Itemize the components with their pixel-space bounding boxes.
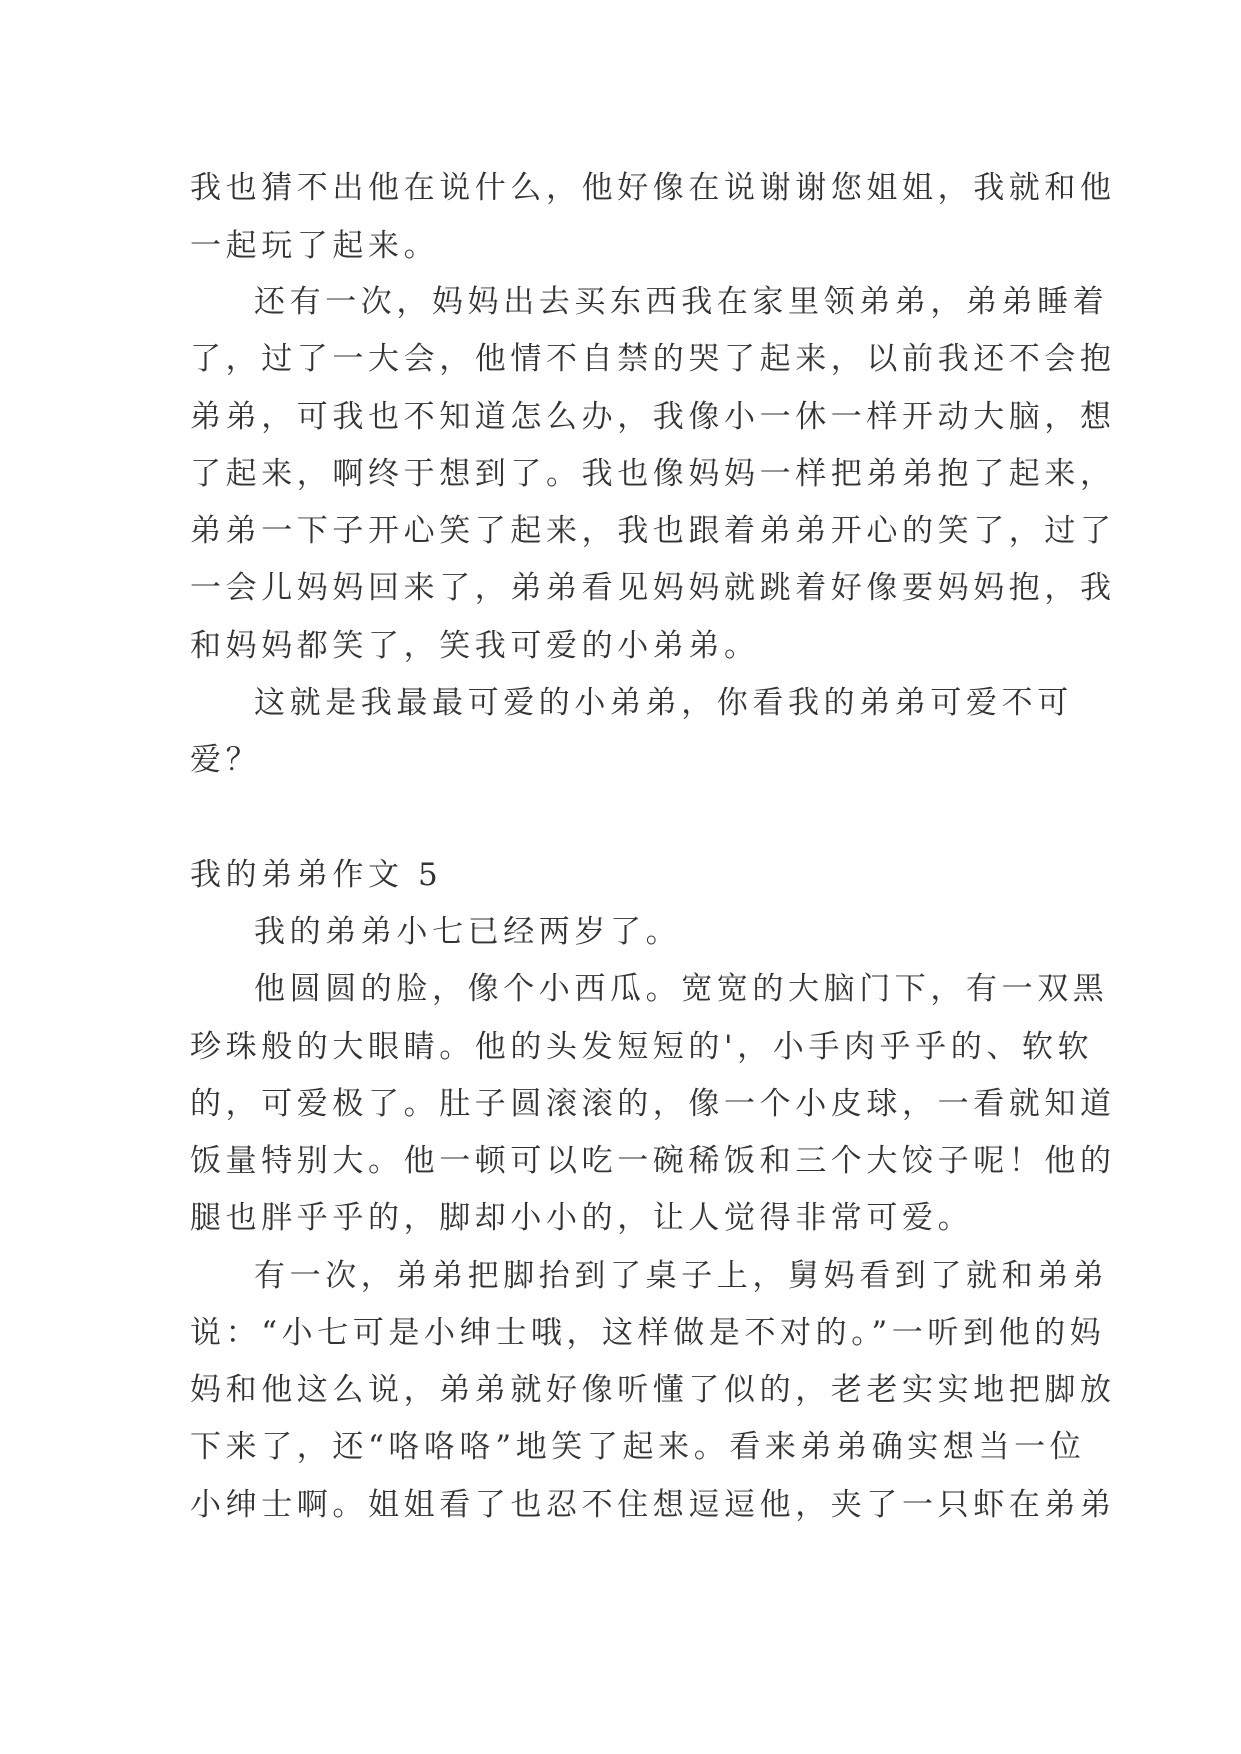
text-line: 我也猜不出他在说什么，他好像在说谢谢您姐姐，我就和他 xyxy=(190,170,1116,206)
text-line: 了起来，啊终于想到了。我也像妈妈一样把弟弟抱了起来， xyxy=(190,456,1116,492)
text-line: 和妈妈都笑了，笑我可爱的小弟弟。 xyxy=(190,628,760,664)
text-line: 弟弟一下子开心笑了起来，我也跟着弟弟开心的笑了，过了 xyxy=(190,513,1116,549)
text-line: 说：“小七可是小绅士哦，这样做是不对的。”一听到他的妈 xyxy=(190,1315,1106,1351)
paragraph-first-line: 有一次，弟弟把脚抬到了桌子上，舅妈看到了就和弟弟 xyxy=(254,1258,1109,1294)
section-heading: 我的弟弟作文 5 xyxy=(190,857,443,893)
text-line: 弟弟，可我也不知道怎么办，我像小一休一样开动大脑，想 xyxy=(190,399,1116,435)
text-line: 一起玩了起来。 xyxy=(190,228,440,264)
text-line: 爱？ xyxy=(190,742,262,778)
paragraph-first-line: 我的弟弟小七已经两岁了。 xyxy=(254,914,682,950)
text-line: 了，过了一大会，他情不自禁的哭了起来，以前我还不会抱 xyxy=(190,341,1116,377)
text-line: 妈和他这么说，弟弟就好像听懂了似的，老老实实地把脚放 xyxy=(190,1372,1116,1408)
text-line: 一会儿妈妈回来了，弟弟看见妈妈就跳着好像要妈妈抱，我 xyxy=(190,570,1116,606)
text-line: 珍珠般的大眼睛。他的头发短短的'，小手肉乎乎的、软软 xyxy=(190,1029,1094,1065)
text-line: 下来了，还“咯咯咯”地笑了起来。看来弟弟确实想当一位 xyxy=(190,1429,1086,1465)
text-line: 腿也胖乎乎的，脚却小小的，让人觉得非常可爱。 xyxy=(190,1200,974,1236)
text-line: 的，可爱极了。肚子圆滚滚的，像一个小皮球，一看就知道 xyxy=(190,1086,1116,1122)
text-line: 小绅士啊。姐姐看了也忍不住想逗逗他，夹了一只虾在弟弟 xyxy=(190,1487,1116,1523)
paragraph-first-line: 他圆圆的脸，像个小西瓜。宽宽的大脑门下，有一双黑 xyxy=(254,971,1109,1007)
paragraph-first-line: 这就是我最最可爱的小弟弟，你看我的弟弟可爱不可 xyxy=(254,685,1073,721)
paragraph-first-line: 还有一次，妈妈出去买东西我在家里领弟弟，弟弟睡着 xyxy=(254,284,1109,320)
text-line: 饭量特别大。他一顿可以吃一碗稀饭和三个大饺子呢！他的 xyxy=(190,1143,1116,1179)
